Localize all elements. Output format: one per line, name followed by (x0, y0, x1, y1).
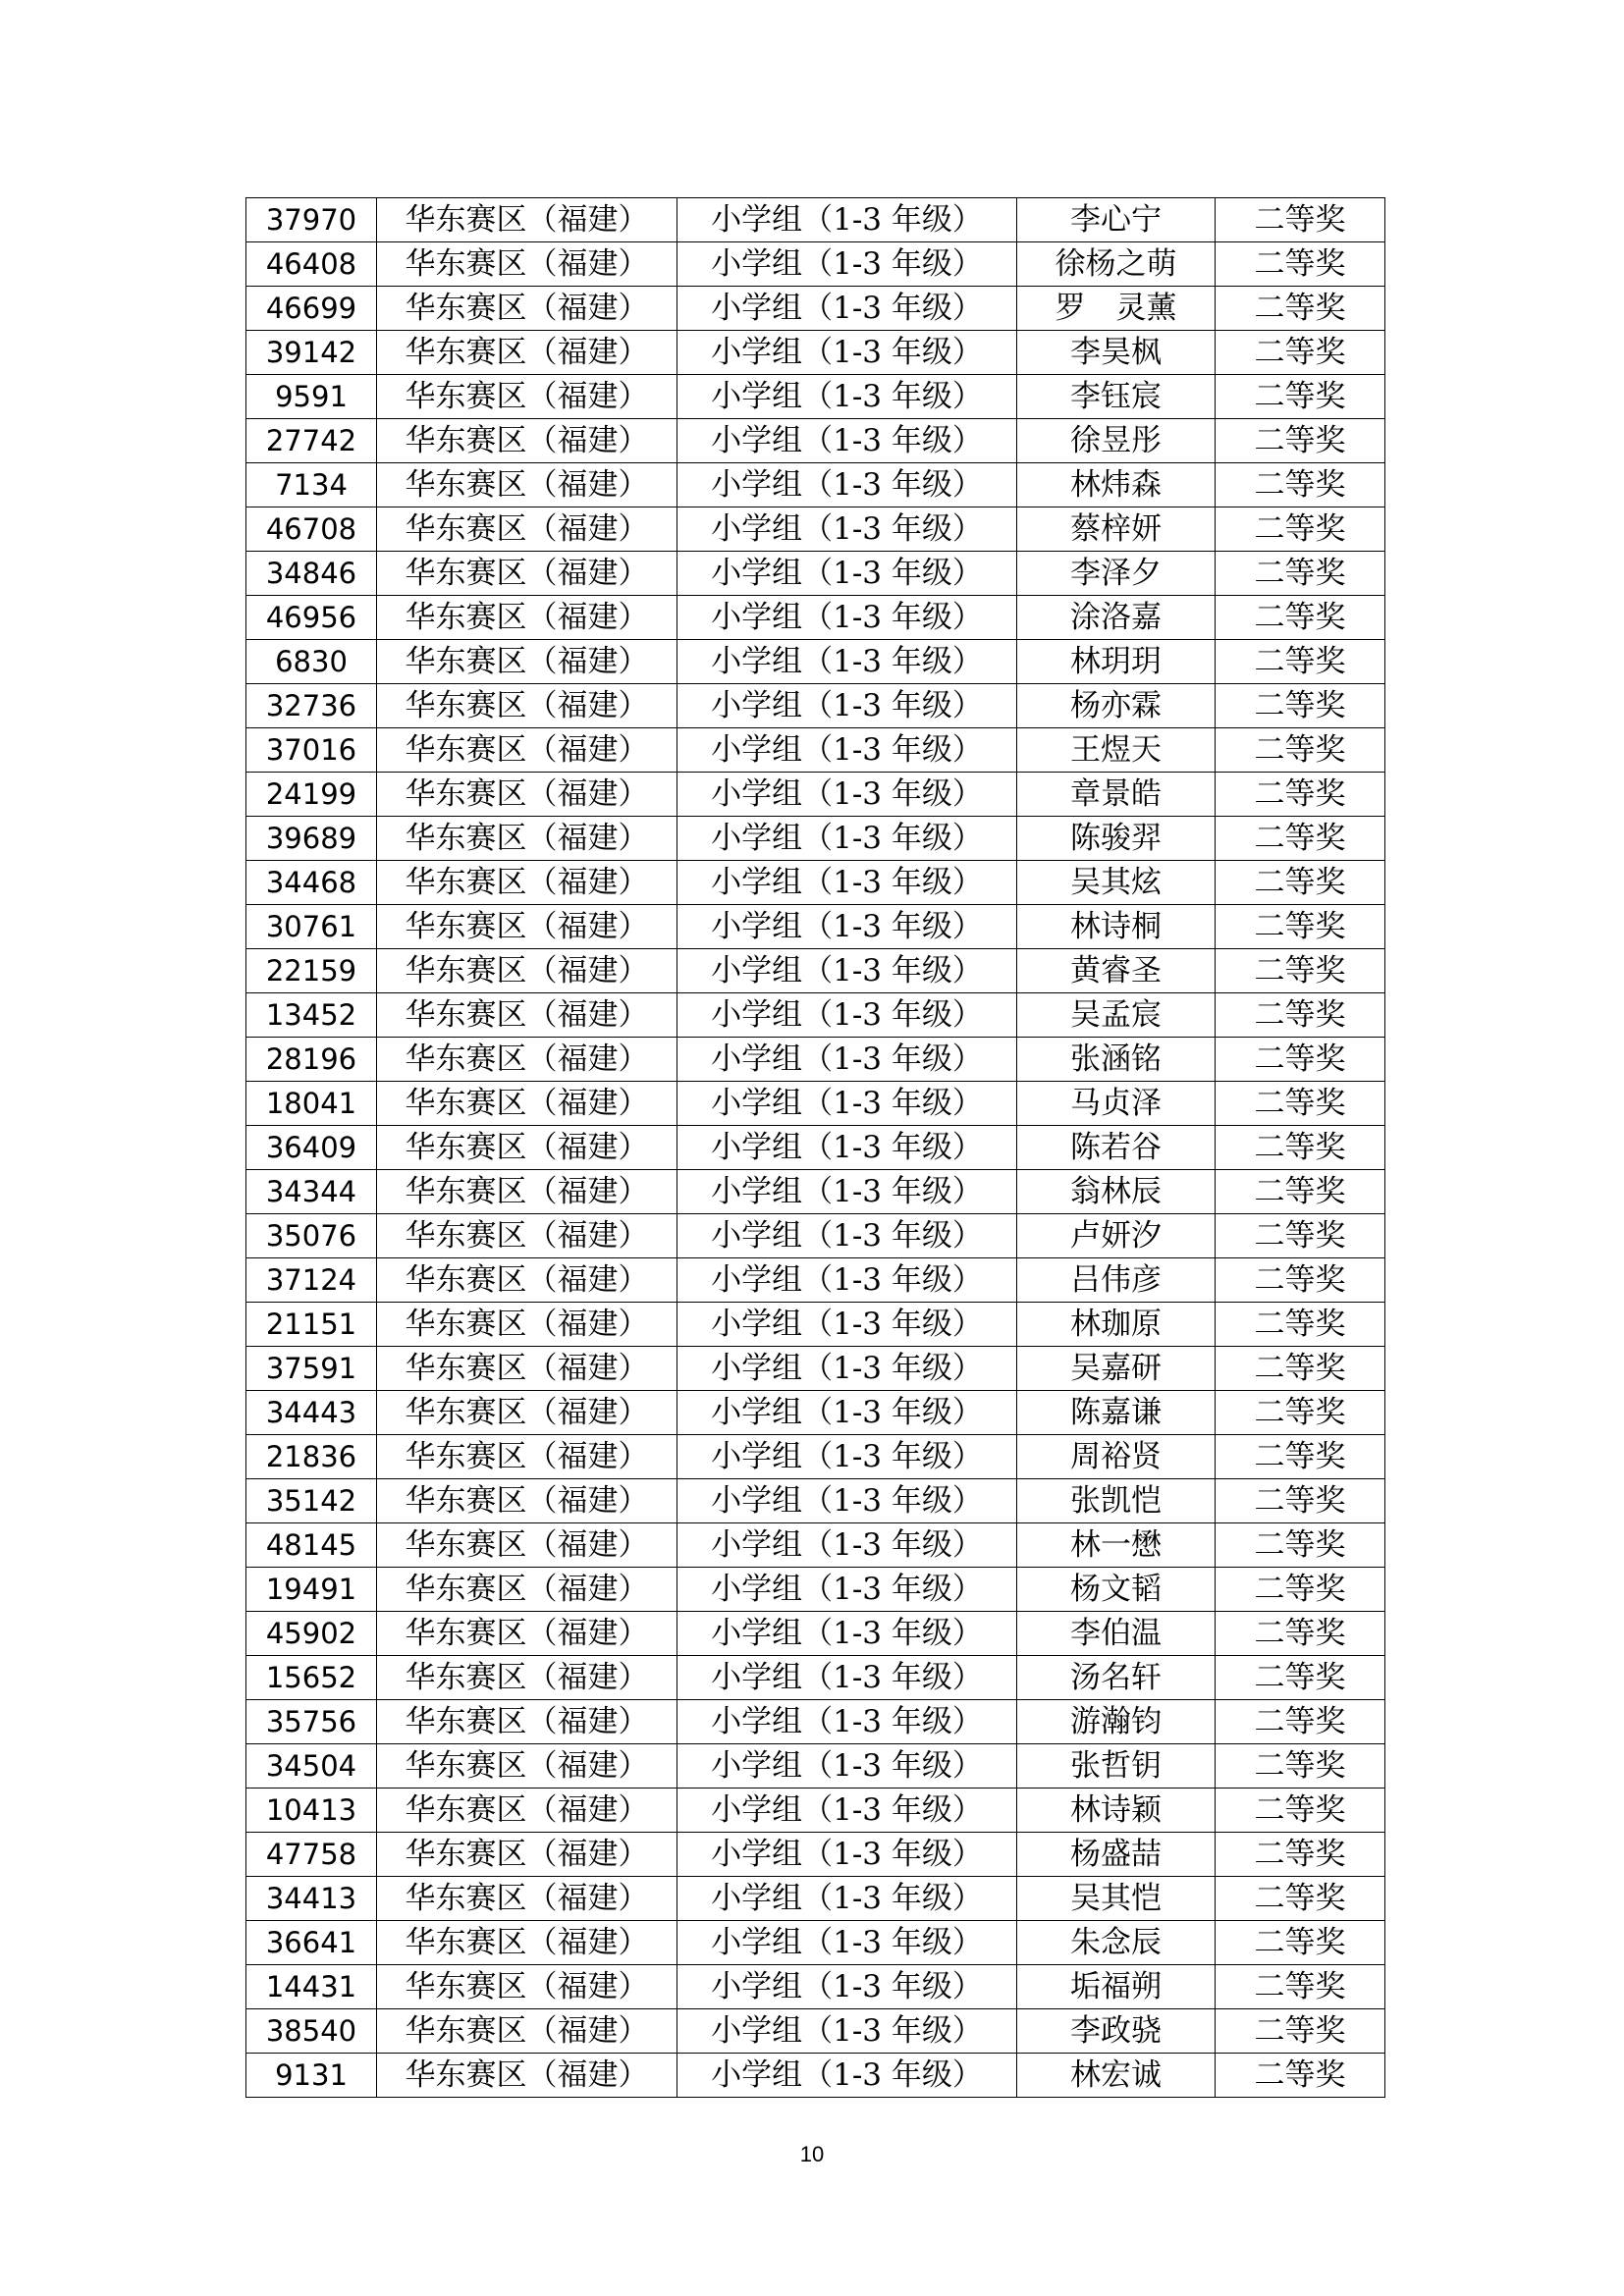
entry-id-cell: 9591 (246, 375, 377, 419)
table-row (246, 198, 1385, 242)
group-cell: 小学组（1-3 年级） (677, 1347, 1017, 1391)
page-number: 10 (799, 2142, 825, 2166)
student-name-cell: 罗 灵薰 (1017, 287, 1216, 331)
entry-id-cell: 37591 (246, 1347, 377, 1391)
entry-id-cell: 6830 (246, 640, 377, 684)
region-cell: 华东赛区（福建） (377, 1921, 677, 1965)
region-cell: 华东赛区（福建） (377, 1435, 677, 1479)
entry-id-cell: 21836 (246, 1435, 377, 1479)
student-name-cell: 李钰宸 (1017, 375, 1216, 419)
group-cell: 小学组（1-3 年级） (677, 507, 1017, 552)
entry-id-cell: 39142 (246, 331, 377, 375)
student-name-cell: 汤名轩 (1017, 1656, 1216, 1700)
entry-id-cell: 46956 (246, 596, 377, 640)
region-cell: 华东赛区（福建） (377, 1833, 677, 1877)
region-cell: 华东赛区（福建） (377, 684, 677, 728)
student-name-cell: 杨盛喆 (1017, 1833, 1216, 1877)
award-cell: 二等奖 (1216, 463, 1385, 507)
region-cell: 华东赛区（福建） (377, 1479, 677, 1523)
student-name-cell: 黄睿圣 (1017, 949, 1216, 993)
award-cell: 二等奖 (1216, 1921, 1385, 1965)
student-name-cell: 林诗桐 (1017, 905, 1216, 949)
region-cell: 华东赛区（福建） (377, 1126, 677, 1170)
award-cell: 二等奖 (1216, 242, 1385, 287)
student-name-cell: 林宏诚 (1017, 2054, 1216, 2098)
student-name-cell: 陈骏羿 (1017, 817, 1216, 861)
student-name-cell: 林珈原 (1017, 1303, 1216, 1347)
award-cell: 二等奖 (1216, 375, 1385, 419)
region-cell: 华东赛区（福建） (377, 198, 677, 242)
entry-id-cell: 35076 (246, 1214, 377, 1258)
student-name-cell: 马贞泽 (1017, 1082, 1216, 1126)
region-cell: 华东赛区（福建） (377, 905, 677, 949)
group-cell: 小学组（1-3 年级） (677, 552, 1017, 596)
region-cell: 华东赛区（福建） (377, 728, 677, 773)
group-cell: 小学组（1-3 年级） (677, 1435, 1017, 1479)
region-cell: 华东赛区（福建） (377, 1965, 677, 2009)
award-cell: 二等奖 (1216, 1126, 1385, 1170)
student-name-cell: 张哲钥 (1017, 1744, 1216, 1789)
region-cell: 华东赛区（福建） (377, 817, 677, 861)
region-cell: 华东赛区（福建） (377, 1700, 677, 1744)
group-cell: 小学组（1-3 年级） (677, 1126, 1017, 1170)
group-cell: 小学组（1-3 年级） (677, 1789, 1017, 1833)
student-name-cell: 吴其炫 (1017, 861, 1216, 905)
group-cell: 小学组（1-3 年级） (677, 993, 1017, 1038)
entry-id-cell: 46408 (246, 242, 377, 287)
table-row (246, 773, 1385, 817)
table-row (246, 1082, 1385, 1126)
entry-id-cell: 37016 (246, 728, 377, 773)
award-cell: 二等奖 (1216, 1877, 1385, 1921)
group-cell: 小学组（1-3 年级） (677, 1568, 1017, 1612)
region-cell: 华东赛区（福建） (377, 1170, 677, 1214)
award-cell: 二等奖 (1216, 1258, 1385, 1303)
region-cell: 华东赛区（福建） (377, 1744, 677, 1789)
region-cell: 华东赛区（福建） (377, 1568, 677, 1612)
entry-id-cell: 18041 (246, 1082, 377, 1126)
student-name-cell: 蔡梓妍 (1017, 507, 1216, 552)
entry-id-cell: 19491 (246, 1568, 377, 1612)
region-cell: 华东赛区（福建） (377, 993, 677, 1038)
table-row (246, 905, 1385, 949)
table-row (246, 1038, 1385, 1082)
group-cell: 小学组（1-3 年级） (677, 1656, 1017, 1700)
entry-id-cell: 46699 (246, 287, 377, 331)
award-cell: 二等奖 (1216, 773, 1385, 817)
award-cell: 二等奖 (1216, 1700, 1385, 1744)
group-cell: 小学组（1-3 年级） (677, 1258, 1017, 1303)
student-name-cell: 李政骁 (1017, 2009, 1216, 2054)
entry-id-cell: 48145 (246, 1523, 377, 1568)
entry-id-cell: 36641 (246, 1921, 377, 1965)
table-row (246, 1877, 1385, 1921)
group-cell: 小学组（1-3 年级） (677, 419, 1017, 463)
student-name-cell: 陈嘉谦 (1017, 1391, 1216, 1435)
group-cell: 小学组（1-3 年级） (677, 1965, 1017, 2009)
region-cell: 华东赛区（福建） (377, 1789, 677, 1833)
group-cell: 小学组（1-3 年级） (677, 1744, 1017, 1789)
group-cell: 小学组（1-3 年级） (677, 596, 1017, 640)
group-cell: 小学组（1-3 年级） (677, 773, 1017, 817)
region-cell: 华东赛区（福建） (377, 331, 677, 375)
award-cell: 二等奖 (1216, 419, 1385, 463)
group-cell: 小学组（1-3 年级） (677, 684, 1017, 728)
table-row (246, 1391, 1385, 1435)
group-cell: 小学组（1-3 年级） (677, 1170, 1017, 1214)
region-cell: 华东赛区（福建） (377, 1258, 677, 1303)
group-cell: 小学组（1-3 年级） (677, 640, 1017, 684)
entry-id-cell: 34846 (246, 552, 377, 596)
group-cell: 小学组（1-3 年级） (677, 463, 1017, 507)
region-cell: 华东赛区（福建） (377, 1523, 677, 1568)
region-cell: 华东赛区（福建） (377, 640, 677, 684)
award-cell: 二等奖 (1216, 1568, 1385, 1612)
table-row (246, 2054, 1385, 2098)
table-row (246, 1214, 1385, 1258)
group-cell: 小学组（1-3 年级） (677, 1479, 1017, 1523)
award-cell: 二等奖 (1216, 552, 1385, 596)
student-name-cell: 徐昱彤 (1017, 419, 1216, 463)
entry-id-cell: 36409 (246, 1126, 377, 1170)
group-cell: 小学组（1-3 年级） (677, 1612, 1017, 1656)
table-row (246, 1833, 1385, 1877)
entry-id-cell: 14431 (246, 1965, 377, 2009)
entry-id-cell: 21151 (246, 1303, 377, 1347)
region-cell: 华东赛区（福建） (377, 1082, 677, 1126)
award-cell: 二等奖 (1216, 1479, 1385, 1523)
table-row (246, 2009, 1385, 2054)
award-cell: 二等奖 (1216, 861, 1385, 905)
group-cell: 小学组（1-3 年级） (677, 728, 1017, 773)
entry-id-cell: 34413 (246, 1877, 377, 1921)
awards-table (245, 197, 1385, 2098)
award-cell: 二等奖 (1216, 2054, 1385, 2098)
region-cell: 华东赛区（福建） (377, 1038, 677, 1082)
entry-id-cell: 28196 (246, 1038, 377, 1082)
student-name-cell: 卢妍汐 (1017, 1214, 1216, 1258)
group-cell: 小学组（1-3 年级） (677, 287, 1017, 331)
table-row (246, 596, 1385, 640)
region-cell: 华东赛区（福建） (377, 949, 677, 993)
region-cell: 华东赛区（福建） (377, 1877, 677, 1921)
award-cell: 二等奖 (1216, 1435, 1385, 1479)
table-row (246, 817, 1385, 861)
entry-id-cell: 34443 (246, 1391, 377, 1435)
entry-id-cell: 34468 (246, 861, 377, 905)
table-row (246, 242, 1385, 287)
table-row (246, 1965, 1385, 2009)
award-cell: 二等奖 (1216, 507, 1385, 552)
region-cell: 华东赛区（福建） (377, 507, 677, 552)
student-name-cell: 吕伟彦 (1017, 1258, 1216, 1303)
group-cell: 小学组（1-3 年级） (677, 331, 1017, 375)
table-row (246, 1126, 1385, 1170)
table-row (246, 1744, 1385, 1789)
student-name-cell: 李伯温 (1017, 1612, 1216, 1656)
student-name-cell: 朱念辰 (1017, 1921, 1216, 1965)
table-row (246, 552, 1385, 596)
award-cell: 二等奖 (1216, 2009, 1385, 2054)
entry-id-cell: 46708 (246, 507, 377, 552)
student-name-cell: 章景皓 (1017, 773, 1216, 817)
group-cell: 小学组（1-3 年级） (677, 1391, 1017, 1435)
entry-id-cell: 38540 (246, 2009, 377, 2054)
award-cell: 二等奖 (1216, 949, 1385, 993)
award-cell: 二等奖 (1216, 728, 1385, 773)
entry-id-cell: 37124 (246, 1258, 377, 1303)
entry-id-cell: 13452 (246, 993, 377, 1038)
student-name-cell: 林玥玥 (1017, 640, 1216, 684)
region-cell: 华东赛区（福建） (377, 773, 677, 817)
student-name-cell: 李心宁 (1017, 198, 1216, 242)
award-cell: 二等奖 (1216, 198, 1385, 242)
award-cell: 二等奖 (1216, 1656, 1385, 1700)
region-cell: 华东赛区（福建） (377, 1656, 677, 1700)
group-cell: 小学组（1-3 年级） (677, 1082, 1017, 1126)
award-cell: 二等奖 (1216, 1833, 1385, 1877)
award-cell: 二等奖 (1216, 1303, 1385, 1347)
region-cell: 华东赛区（福建） (377, 1347, 677, 1391)
entry-id-cell: 32736 (246, 684, 377, 728)
region-cell: 华东赛区（福建） (377, 242, 677, 287)
group-cell: 小学组（1-3 年级） (677, 949, 1017, 993)
table-row (246, 1789, 1385, 1833)
entry-id-cell: 35142 (246, 1479, 377, 1523)
group-cell: 小学组（1-3 年级） (677, 2054, 1017, 2098)
award-cell: 二等奖 (1216, 1214, 1385, 1258)
table-row (246, 1435, 1385, 1479)
table-row (246, 331, 1385, 375)
region-cell: 华东赛区（福建） (377, 596, 677, 640)
awards-table-body (246, 198, 1385, 2098)
award-cell: 二等奖 (1216, 1082, 1385, 1126)
entry-id-cell: 27742 (246, 419, 377, 463)
award-cell: 二等奖 (1216, 1789, 1385, 1833)
table-row (246, 1568, 1385, 1612)
table-row (246, 1258, 1385, 1303)
entry-id-cell: 34344 (246, 1170, 377, 1214)
region-cell: 华东赛区（福建） (377, 375, 677, 419)
award-cell: 二等奖 (1216, 905, 1385, 949)
award-cell: 二等奖 (1216, 1170, 1385, 1214)
table-row (246, 375, 1385, 419)
region-cell: 华东赛区（福建） (377, 1612, 677, 1656)
region-cell: 华东赛区（福建） (377, 419, 677, 463)
table-row (246, 861, 1385, 905)
award-cell: 二等奖 (1216, 1965, 1385, 2009)
entry-id-cell: 24199 (246, 773, 377, 817)
table-row (246, 728, 1385, 773)
entry-id-cell: 15652 (246, 1656, 377, 1700)
table-row (246, 640, 1385, 684)
student-name-cell: 吴孟宸 (1017, 993, 1216, 1038)
group-cell: 小学组（1-3 年级） (677, 861, 1017, 905)
entry-id-cell: 9131 (246, 2054, 377, 2098)
student-name-cell: 翁林辰 (1017, 1170, 1216, 1214)
award-cell: 二等奖 (1216, 1038, 1385, 1082)
table-row (246, 1479, 1385, 1523)
award-cell: 二等奖 (1216, 817, 1385, 861)
student-name-cell: 林炜森 (1017, 463, 1216, 507)
table-row (246, 949, 1385, 993)
table-row (246, 287, 1385, 331)
table-row (246, 1700, 1385, 1744)
student-name-cell: 陈若谷 (1017, 1126, 1216, 1170)
student-name-cell: 杨文韬 (1017, 1568, 1216, 1612)
group-cell: 小学组（1-3 年级） (677, 1214, 1017, 1258)
award-cell: 二等奖 (1216, 1347, 1385, 1391)
table-row (246, 1656, 1385, 1700)
award-cell: 二等奖 (1216, 1523, 1385, 1568)
student-name-cell: 周裕贤 (1017, 1435, 1216, 1479)
entry-id-cell: 10413 (246, 1789, 377, 1833)
group-cell: 小学组（1-3 年级） (677, 242, 1017, 287)
student-name-cell: 张凯恺 (1017, 1479, 1216, 1523)
award-cell: 二等奖 (1216, 684, 1385, 728)
table-row (246, 993, 1385, 1038)
table-row (246, 1303, 1385, 1347)
group-cell: 小学组（1-3 年级） (677, 1038, 1017, 1082)
region-cell: 华东赛区（福建） (377, 861, 677, 905)
table-row (246, 1612, 1385, 1656)
entry-id-cell: 22159 (246, 949, 377, 993)
table-row (246, 1170, 1385, 1214)
group-cell: 小学组（1-3 年级） (677, 1921, 1017, 1965)
region-cell: 华东赛区（福建） (377, 1214, 677, 1258)
group-cell: 小学组（1-3 年级） (677, 1303, 1017, 1347)
entry-id-cell: 34504 (246, 1744, 377, 1789)
award-cell: 二等奖 (1216, 596, 1385, 640)
region-cell: 华东赛区（福建） (377, 2054, 677, 2098)
region-cell: 华东赛区（福建） (377, 1303, 677, 1347)
student-name-cell: 徐杨之萌 (1017, 242, 1216, 287)
award-cell: 二等奖 (1216, 1391, 1385, 1435)
table-row (246, 684, 1385, 728)
student-name-cell: 王煜天 (1017, 728, 1216, 773)
award-cell: 二等奖 (1216, 331, 1385, 375)
region-cell: 华东赛区（福建） (377, 2009, 677, 2054)
student-name-cell: 涂洛嘉 (1017, 596, 1216, 640)
entry-id-cell: 30761 (246, 905, 377, 949)
entry-id-cell: 37970 (246, 198, 377, 242)
group-cell: 小学组（1-3 年级） (677, 1523, 1017, 1568)
student-name-cell: 林一懋 (1017, 1523, 1216, 1568)
student-name-cell: 李泽夕 (1017, 552, 1216, 596)
student-name-cell: 李昊枫 (1017, 331, 1216, 375)
student-name-cell: 吴嘉研 (1017, 1347, 1216, 1391)
student-name-cell: 游瀚钧 (1017, 1700, 1216, 1744)
group-cell: 小学组（1-3 年级） (677, 1877, 1017, 1921)
student-name-cell: 张涵铭 (1017, 1038, 1216, 1082)
group-cell: 小学组（1-3 年级） (677, 817, 1017, 861)
award-cell: 二等奖 (1216, 993, 1385, 1038)
student-name-cell: 垢福朔 (1017, 1965, 1216, 2009)
group-cell: 小学组（1-3 年级） (677, 2009, 1017, 2054)
region-cell: 华东赛区（福建） (377, 287, 677, 331)
student-name-cell: 杨亦霖 (1017, 684, 1216, 728)
region-cell: 华东赛区（福建） (377, 463, 677, 507)
award-cell: 二等奖 (1216, 1744, 1385, 1789)
entry-id-cell: 45902 (246, 1612, 377, 1656)
group-cell: 小学组（1-3 年级） (677, 198, 1017, 242)
entry-id-cell: 35756 (246, 1700, 377, 1744)
region-cell: 华东赛区（福建） (377, 552, 677, 596)
table-row (246, 463, 1385, 507)
group-cell: 小学组（1-3 年级） (677, 1700, 1017, 1744)
award-cell: 二等奖 (1216, 640, 1385, 684)
table-row (246, 1921, 1385, 1965)
entry-id-cell: 39689 (246, 817, 377, 861)
award-cell: 二等奖 (1216, 287, 1385, 331)
table-row (246, 507, 1385, 552)
group-cell: 小学组（1-3 年级） (677, 905, 1017, 949)
entry-id-cell: 7134 (246, 463, 377, 507)
region-cell: 华东赛区（福建） (377, 1391, 677, 1435)
student-name-cell: 吴其恺 (1017, 1877, 1216, 1921)
table-row (246, 419, 1385, 463)
award-cell: 二等奖 (1216, 1612, 1385, 1656)
table-row (246, 1347, 1385, 1391)
table-row (246, 1523, 1385, 1568)
entry-id-cell: 47758 (246, 1833, 377, 1877)
group-cell: 小学组（1-3 年级） (677, 1833, 1017, 1877)
student-name-cell: 林诗颖 (1017, 1789, 1216, 1833)
group-cell: 小学组（1-3 年级） (677, 375, 1017, 419)
